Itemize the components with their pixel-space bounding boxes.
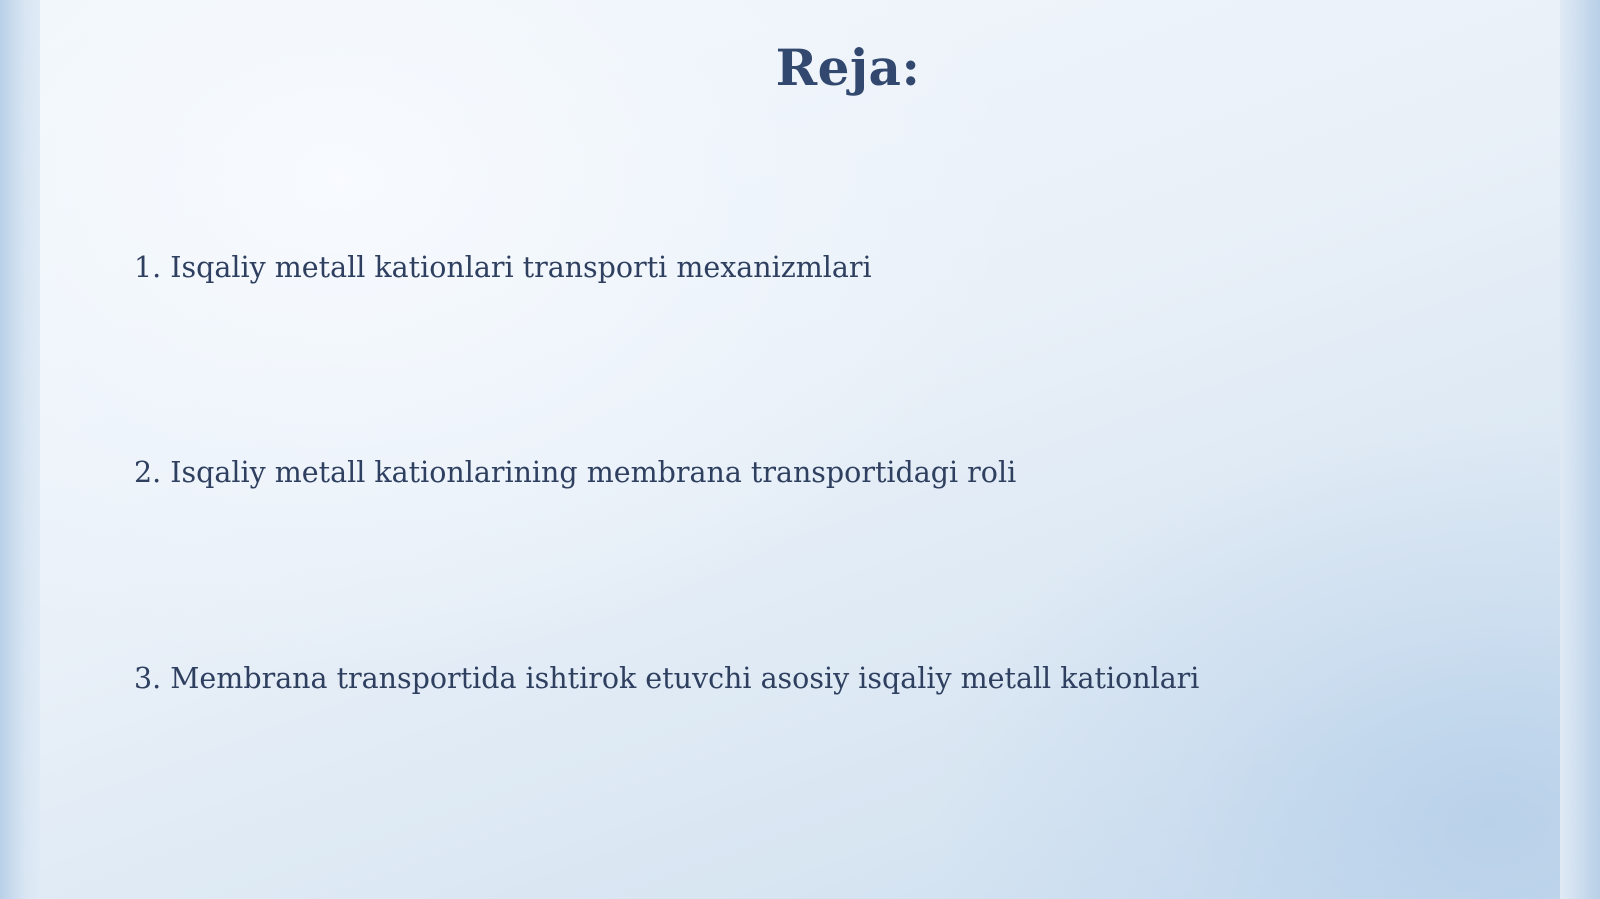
plan-item-1: 1. Isqaliy metall kationlari transporti mexanizmlari bbox=[134, 251, 872, 284]
plan-item-2: 2. Isqaliy metall kationlarining membrana transportidagi roli bbox=[134, 456, 1017, 489]
plan-item-3: 3. Membrana transportida ishtirok etuvchi asosiy isqaliy metall kationlari bbox=[134, 662, 1200, 695]
slide-title: Reja: bbox=[775, 38, 921, 97]
slide bbox=[40, 0, 1560, 899]
